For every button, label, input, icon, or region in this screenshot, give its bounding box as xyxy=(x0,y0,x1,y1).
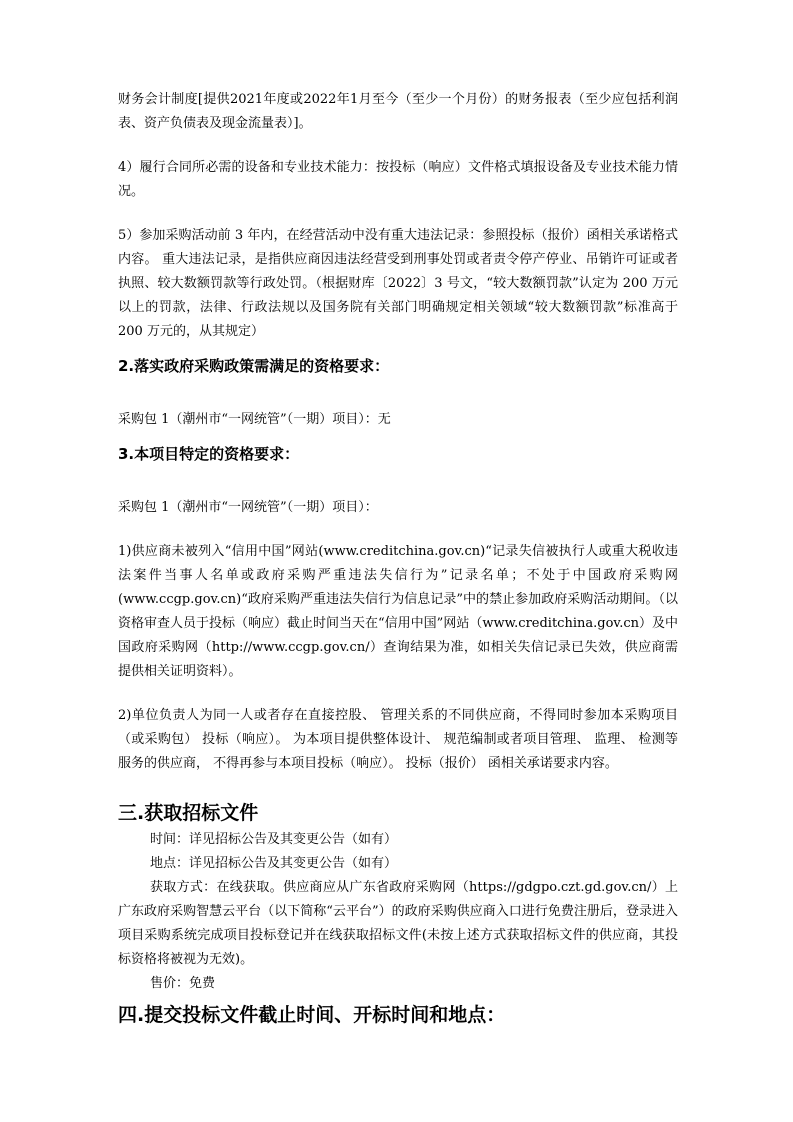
violation-record-paragraph: 5）参加采购活动前 3 年内，在经营活动中没有重大违法记录：参照投标（报价）函相关承诺格式内容。 重大违法记录，是指供应商因违法经营受到刑事处罚或者责令停产停业、吊销许可证或者执照、较大数额罚款等行政处罚。（根据财库〔2022〕3 号文，“较大数额罚款”认定为 200 万元以上的罚款，法律、行政法规以及国务院有关部门明确规定相关领域“较大数额罚款”标准高于 200 万元的，从其规定） xyxy=(118,228,678,339)
financial-report-paragraph: 财务会计制度[提供2021年度或2022年1月至今（至少一个月份）的财务报表（至少应包括利润表、资产负债表及现金流量表）]。 xyxy=(118,92,678,131)
get-method-text: 获取方式：在线获取。供应商应从广东省政府采购网（https://gdgpo.czt.gd.gov.cn/）上广东政府采购智慧云平台（以下简称“云平台”）的政府采购供应商入口进行免费注册后，登录进入项目采购系统完成项目投标登记并在线获取招标文件(未按上述方式获取招标文件的供应商，其投标资格将被视为无效)。 xyxy=(118,880,678,967)
credit-requirement-paragraph: 1)供应商未被列入“信用中国”网站(www.creditchina.gov.cn)“记录失信被执行人或重大税收违法案件当事人名单或政府采购严重违法失信行为”记录名单；不处于中国政府采购网(www.ccgp.gov.cn)“政府采购严重违法失信行为信息记录”中的禁止参加政府采购活动期间。（以资格审查人员于投标（响应）截止时间当天在“信用中国”网站（www.creditchina.gov.cn）及中国政府采购网（http://www.ccgp.gov.cn/）查询结果为准，如相关失信记录已失效，供应商需提供相关证明资料）。 xyxy=(118,544,678,679)
document-page xyxy=(118,88,678,1030)
submission-heading: 四.提交投标文件截止时间、开标时间和地点： xyxy=(118,1004,506,1026)
get-documents-heading: 三.获取招标文件 xyxy=(118,802,259,824)
get-time-text: 时间：详见招标公告及其变更公告（如有） xyxy=(150,832,398,847)
control-relation-paragraph: 2)单位负责人为同一人或者存在直接控股、 管理关系的不同供应商，不得同时参加本采购项目（或采购包） 投标（响应）。 为本项目提供整体设计、 规范编制或者项目管理、 监理、 检测等服务的供应商， 不得再参与本项目投标（响应）。 投标（报价） 函相关承诺要求内容。 xyxy=(118,708,678,771)
section-3-intro: 采购包 1（潮州市“一网统管”（一期）项目）： xyxy=(118,500,378,515)
section-2-text: 采购包 1（潮州市“一网统管”（一期）项目）：无 xyxy=(118,412,391,427)
get-place-text: 地点：详见招标公告及其变更公告（如有） xyxy=(150,856,398,871)
price-text: 售价：免费 xyxy=(150,976,216,991)
equipment-capability-paragraph: 4）履行合同所必需的设备和专业技术能力：按投标（响应）文件格式填报设备及专业技术能力情况。 xyxy=(118,160,678,199)
section-2-heading: 2.落实政府采购政策需满足的资格要求： xyxy=(118,357,390,375)
section-3-heading: 3.本项目特定的资格要求： xyxy=(118,445,300,463)
